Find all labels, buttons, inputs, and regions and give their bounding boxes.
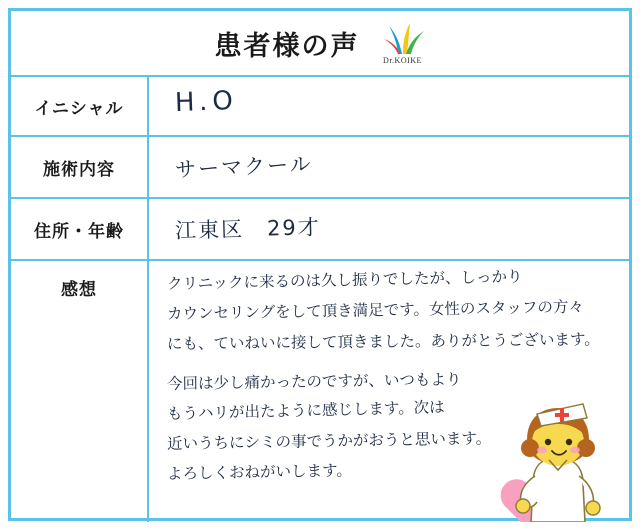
clinic-leaf-logo-icon: [380, 21, 426, 55]
field-row-initial: [11, 77, 629, 137]
testimonial-form: [8, 8, 632, 521]
handwriting-line: よろしくおねがいします。: [166, 461, 352, 483]
label-address-age: 住所・年齢: [11, 199, 149, 259]
handwriting-initial: H.O: [174, 85, 239, 119]
label-impression: 感想: [11, 261, 149, 522]
handwriting-line: 近いうちにシミの事でうかがおうと思います。: [166, 429, 492, 453]
handwriting-line: にも、ていねいに接して頂きました。ありがとうございます。: [166, 330, 600, 353]
page-title: 患者様の声: [214, 30, 360, 62]
handwriting-line: カウンセリングをして頂き満足です。女性のスタッフの方々: [166, 297, 585, 323]
handwriting-line: 今回は少し痛かったのですが、いつもより: [166, 370, 462, 393]
label-initial: イニシャル: [11, 77, 149, 135]
handwriting-treatment: サーマクール: [174, 152, 314, 182]
value-initial: [149, 77, 629, 135]
handwriting-line: もうハリが出たように感じします。次は: [166, 398, 445, 423]
clinic-logo: [380, 21, 426, 65]
value-treatment: [149, 137, 629, 197]
label-treatment: 施術内容: [11, 137, 149, 197]
logo-caption: Dr.KOIKE: [383, 56, 422, 65]
value-address-age: [149, 199, 629, 259]
handwriting-line: クリニックに来るのは久し振りでしたが、しっかり: [166, 267, 523, 293]
value-impression: [149, 261, 629, 522]
nurse-with-heart-illustration: [475, 392, 625, 522]
header-inner: [215, 21, 426, 65]
field-row-treatment: [11, 137, 629, 199]
handwriting-address-age: 江東区 29才: [174, 215, 322, 243]
form-header: [11, 11, 629, 77]
field-row-impression: [11, 261, 629, 522]
field-row-address-age: [11, 199, 629, 261]
